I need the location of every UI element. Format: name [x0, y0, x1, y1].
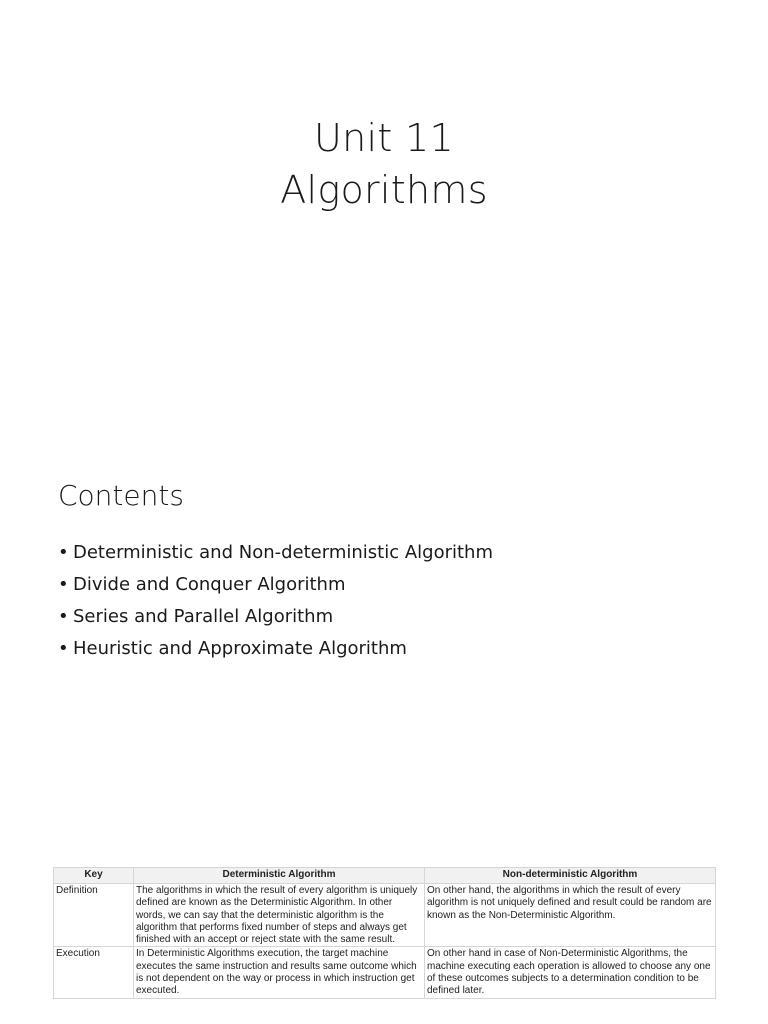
comparison-table: [53, 867, 716, 999]
list-item: [58, 601, 493, 633]
table-header-row: [54, 868, 716, 884]
slide-title: [0, 112, 768, 216]
deterministic-cell: The algorithms in which the result of every algorithm is uniquely defined are known as the Deterministic Algorithm. In other words, we can say that the deterministic algorithm is the algorithm that performs fixed number of steps and always get finished with an accept or reject state with the same result.: [134, 884, 425, 947]
contents-list: [58, 537, 493, 665]
table-row: [54, 884, 716, 947]
deterministic-cell: In Deterministic Algorithms execution, the target machine executes the same instruction and results same outcome which is not dependent on the way or process in which instruction get executed.: [134, 947, 425, 998]
title-line-2: Algorithms: [280, 168, 488, 212]
nondeterministic-cell: On other hand in case of Non-Deterministic Algorithms, the machine executing each operation is allowed to choose any one of these outcomes subjects to a determination condition to be defined later.: [425, 947, 716, 998]
list-item: [58, 569, 493, 601]
bullet-icon: •: [58, 574, 69, 595]
header-deterministic: Deterministic Algorithm: [134, 868, 425, 884]
list-item-text: Deterministic and Non-deterministic Algorithm: [73, 542, 493, 563]
bullet-icon: •: [58, 606, 69, 627]
list-item-text: Divide and Conquer Algorithm: [73, 574, 346, 595]
header-nondeterministic: Non-deterministic Algorithm: [425, 868, 716, 884]
header-key: Key: [54, 868, 134, 884]
nondeterministic-cell: On other hand, the algorithms in which the result of every algorithm is not uniquely defined and result could be random are known as the Non-Deterministic Algorithm.: [425, 884, 716, 947]
bullet-icon: •: [58, 638, 69, 659]
list-item: [58, 633, 493, 665]
list-item-text: Series and Parallel Algorithm: [73, 606, 334, 627]
bullet-icon: •: [58, 542, 69, 563]
table-row: [54, 947, 716, 998]
title-line-1: Unit 11: [314, 116, 454, 160]
list-item: [58, 537, 493, 569]
contents-heading: Contents: [58, 479, 184, 512]
row-key: Execution: [54, 947, 134, 998]
list-item-text: Heuristic and Approximate Algorithm: [73, 638, 407, 659]
row-key: Definition: [54, 884, 134, 947]
